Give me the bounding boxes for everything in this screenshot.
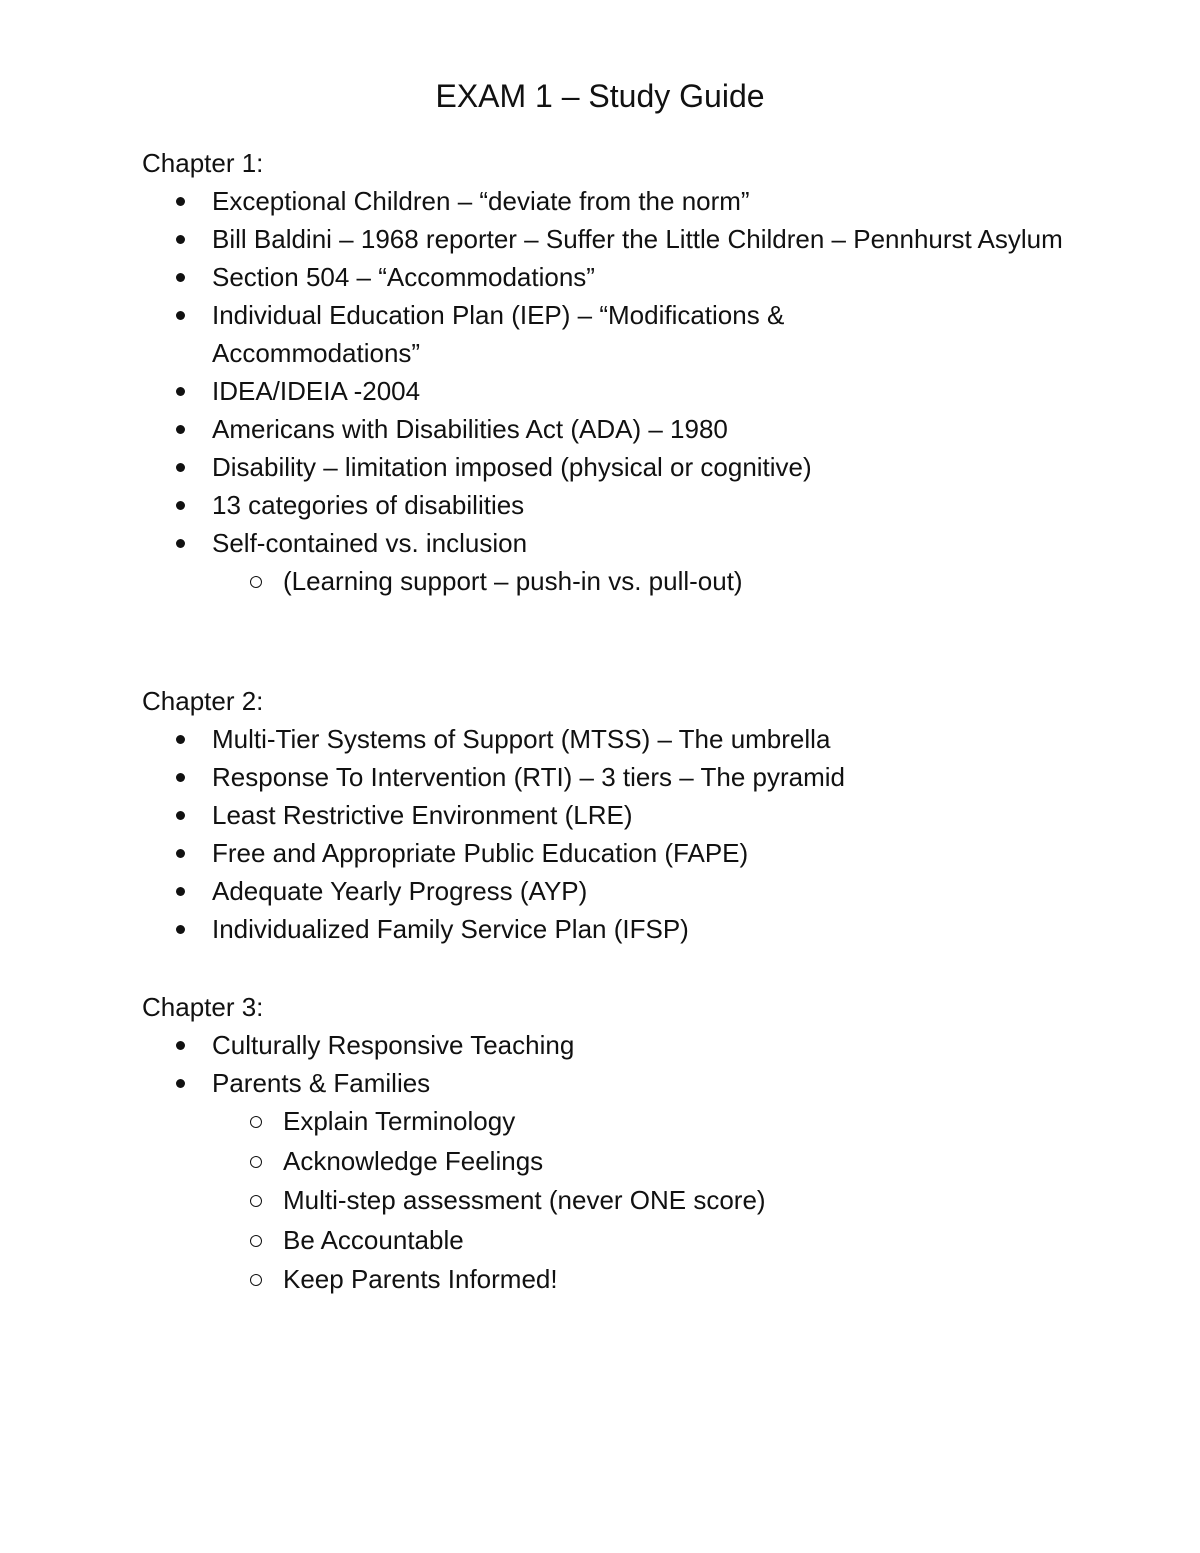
list-item-text: Culturally Responsive Teaching	[212, 1030, 575, 1060]
list-item-text: Least Restrictive Environment (LRE)	[212, 800, 633, 830]
list-item-text: Parents & Families	[212, 1068, 431, 1098]
list-item-text: Self-contained vs. inclusion	[212, 528, 528, 558]
sub-list-item-text: Keep Parents Informed!	[283, 1264, 558, 1294]
chapter-1-heading: Chapter 1:	[142, 148, 264, 178]
list-item	[142, 448, 1102, 486]
bullet-icon	[176, 463, 185, 472]
bullet-icon	[176, 539, 185, 548]
list-item-text: Individualized Family Service Plan (IFSP)	[212, 914, 689, 944]
sub-list-item	[142, 1142, 1102, 1182]
bullet-icon	[176, 501, 185, 510]
list-item-text: Exceptional Children – “deviate from the norm”	[212, 186, 750, 216]
sub-list-item	[142, 1102, 1102, 1142]
sub-list-item-text: (Learning support – push-in vs. pull-out)	[283, 566, 743, 596]
list-item	[142, 296, 912, 372]
chapter-2-list	[142, 720, 1102, 948]
chapter-1-list	[142, 182, 1102, 562]
list-item	[142, 1026, 1102, 1064]
list-item	[142, 872, 1102, 910]
list-item	[142, 910, 1102, 948]
list-item-text: Americans with Disabilities Act (ADA) – 1980	[212, 414, 728, 444]
bullet-icon	[176, 773, 185, 782]
list-item	[142, 834, 1102, 872]
bullet-icon	[176, 1079, 185, 1088]
chapter-3-section	[142, 988, 1102, 1300]
sub-list-item-text: Be Accountable	[283, 1224, 464, 1255]
hollow-bullet-icon	[250, 1274, 262, 1286]
list-item-text: Free and Appropriate Public Education (FAPE)	[212, 838, 749, 868]
sub-list-item	[142, 562, 1102, 602]
sub-list-item	[142, 1260, 1102, 1300]
sub-list-item	[142, 1181, 1102, 1221]
chapter-3-heading: Chapter 3:	[142, 992, 264, 1022]
chapter-2-section	[142, 682, 1102, 948]
bullet-icon	[176, 1041, 185, 1050]
bullet-icon	[176, 387, 185, 396]
chapter-3-sublist	[142, 1102, 1102, 1300]
bullet-icon	[176, 811, 185, 820]
chapter-2-heading: Chapter 2:	[142, 686, 264, 716]
sub-list-item-text: Acknowledge Feelings	[283, 1145, 544, 1176]
sub-list-item-text: Multi-step assessment (never ONE score)	[283, 1185, 766, 1215]
sub-list-item	[142, 1221, 1102, 1261]
hollow-bullet-icon	[250, 1195, 262, 1207]
list-item-text: 13 categories of disabilities	[212, 490, 525, 520]
list-item	[142, 524, 1102, 562]
list-item-text: Bill Baldini – 1968 reporter – Suffer the Little Children – Pennhurst Asylum	[212, 224, 1063, 254]
document-title: EXAM 1 – Study Guide	[435, 78, 765, 114]
list-item	[142, 720, 1102, 758]
chapter-1-sublist	[142, 562, 1102, 602]
bullet-icon	[176, 311, 185, 320]
bullet-icon	[176, 273, 185, 282]
bullet-icon	[176, 425, 185, 434]
list-item	[142, 796, 1102, 834]
list-item-text: Adequate Yearly Progress (AYP)	[212, 876, 588, 906]
list-item	[142, 410, 1102, 448]
bullet-icon	[176, 197, 185, 206]
list-item	[142, 220, 1092, 258]
list-item	[142, 372, 1102, 410]
bullet-icon	[176, 925, 185, 934]
bullet-icon	[176, 887, 185, 896]
list-item-text: Response To Intervention (RTI) – 3 tiers – The pyramid	[212, 762, 845, 792]
bullet-icon	[176, 735, 185, 744]
hollow-bullet-icon	[250, 1235, 262, 1247]
list-item-text: Section 504 – “Accommodations”	[212, 262, 595, 292]
hollow-bullet-icon	[250, 576, 262, 588]
sub-list-item-text: Explain Terminology	[283, 1106, 516, 1136]
bullet-icon	[176, 235, 185, 244]
list-item	[142, 758, 1102, 796]
hollow-bullet-icon	[250, 1116, 262, 1128]
list-item	[142, 258, 1102, 296]
chapter-3-list	[142, 1026, 1102, 1102]
chapter-1-section	[142, 144, 1102, 602]
bullet-icon	[176, 849, 185, 858]
list-item-text: Multi-Tier Systems of Support (MTSS) – The umbrella	[212, 724, 831, 754]
list-item-text: Individual Education Plan (IEP) – “Modifications & Accommodations”	[212, 300, 785, 368]
list-item-text: Disability – limitation imposed (physical or cognitive)	[212, 452, 812, 482]
list-item-text: IDEA/IDEIA -2004	[212, 376, 421, 406]
list-item	[142, 182, 1102, 220]
list-item	[142, 1064, 1102, 1102]
list-item	[142, 486, 1102, 524]
hollow-bullet-icon	[250, 1156, 262, 1168]
